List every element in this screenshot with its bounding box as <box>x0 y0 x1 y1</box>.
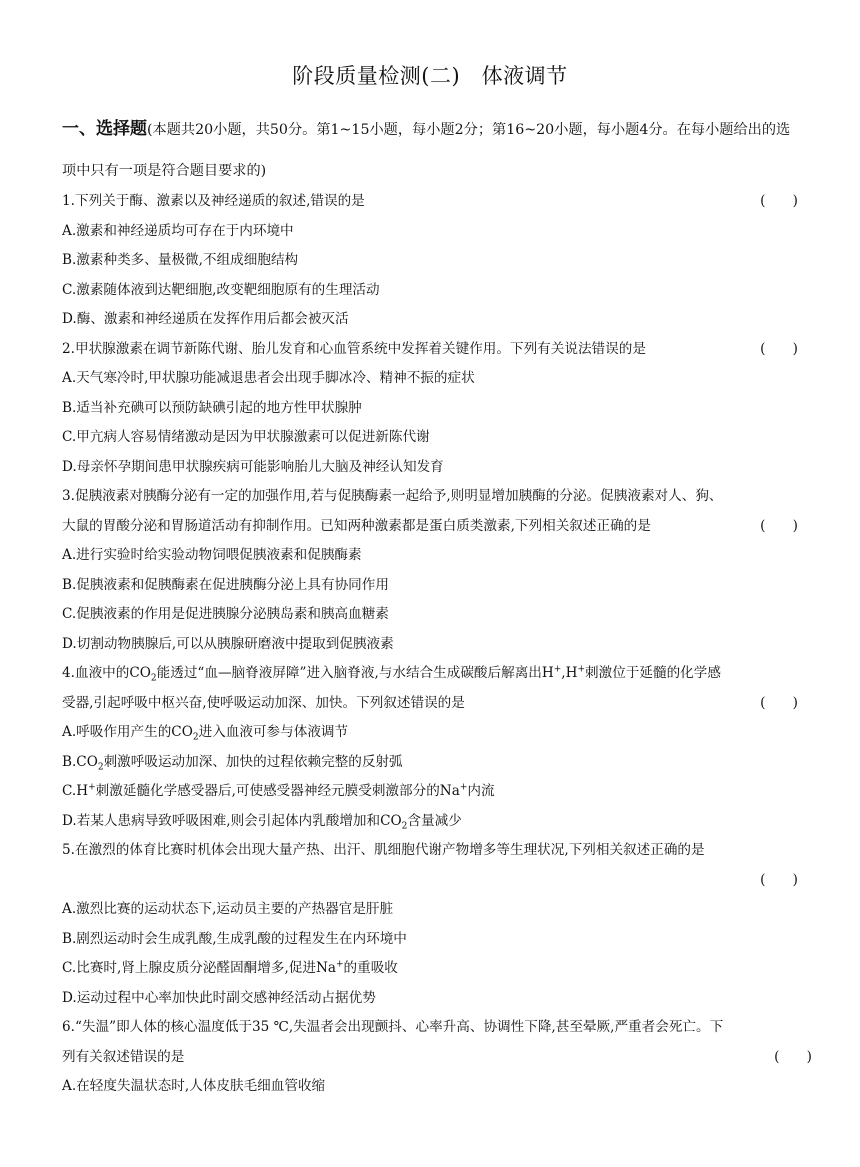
question-5-option-b: B.剧烈运动时会生成乳酸,生成乳酸的过程发生在内环境中 <box>62 930 407 947</box>
question-3-option-a: A.进行实验时给实验动物饲喂促胰液素和促胰酶素 <box>62 547 362 563</box>
question-2-option-d: D.母亲怀孕期间患甲状腺疾病可能影响胎儿大脑及神经认知发育 <box>62 458 444 475</box>
question-3-option-b: B.促胰液素和促胰酶素在促进胰酶分泌上具有协同作用 <box>62 576 389 593</box>
question-5-option-d: D.运动过程中心率加快此时副交感神经活动占据优势 <box>62 989 376 1006</box>
question-3-option-c: C.促胰液素的作用是促进胰腺分泌胰岛素和胰高血糖素 <box>62 606 389 622</box>
question-4-option-b: $B.CO_2$刺激呼吸运动加深、加快的过程依赖完整的反射弧 <box>62 753 403 773</box>
answer-blank: ( ) <box>760 193 798 209</box>
question-5-option-a: A.激烈比赛的运动状态下,运动员主要的产热器官是肝脏 <box>62 901 394 917</box>
question-6-stem-line2: 列有关叙述错误的是 ( ) <box>62 1043 800 1073</box>
question-2-option-a: A.天气寒冷时,甲状腺功能减退患者会出现手脚冰冷、精神不振的症状 <box>62 370 475 386</box>
question-2-option-c: C.甲亢病人容易情绪激动是因为甲状腺激素可以促进新陈代谢 <box>62 429 430 445</box>
question-1-option-a: A.激素和神经递质均可存在于内环境中 <box>62 222 294 239</box>
question-1-option-b: B.激素种类多、量极微,不组成细胞结构 <box>62 252 299 268</box>
section-head: 一、选择题 <box>62 119 147 139</box>
question-5-option-c: C.比赛时,肾上腺皮质分泌醛固酮增多,促进Na+的重吸收 <box>62 959 398 976</box>
answer-blank: ( ) <box>774 1048 812 1065</box>
section-note: (本题共20小题，共50分。第1~15小题，每小题2分；第16~20小题，每小题4分。在每小题给出的选项中只有一项是符合题目要求的) <box>62 122 791 179</box>
question-3-option-d: D.切割动物胰腺后,可以从胰腺研磨液中提取到促胰液素 <box>62 635 394 652</box>
answer-blank: ( ) <box>760 694 798 711</box>
question-4-option-d: D.若某人患病导致呼吸困难,则会引起体内乳酸增加和$CO_2$含量减少 <box>62 812 462 832</box>
question-1-option-c: C.激素随体液到达靶细胞,改变靶细胞原有的生理活动 <box>62 281 380 298</box>
question-6-stem-line1: 6.“失温”即人体的核心温度低于35 ℃,失温者会出现颤抖、心率升高、协调性下降,甚至晕厥,严重者会死亡。下 <box>62 1019 724 1035</box>
question-3-stem-line1: 3.促胰液素对胰酶分泌有一定的加强作用,若与促胰酶素一起给予,则明显增加胰酶的分泌。促胰液素对人、狗、 <box>62 488 723 504</box>
question-4-stem-line1: 4.血液中的$CO_2$能透过“血—脑脊液屏障”进入脑脊液,与水结合生成碳酸后解离出H+,H+刺激位于延髓的化学感 <box>62 664 721 684</box>
answer-blank: ( ) <box>760 340 798 357</box>
question-1-option-d: D.酶、激素和神经递质在发挥作用后都会被灭活 <box>62 311 349 327</box>
question-4-option-c: C.H+刺激延髓化学感受器后,可使感受器神经元膜受刺激部分的Na+内流 <box>62 782 495 799</box>
question-2-stem: 2.甲状腺激素在调节新陈代谢、胎儿发育和心血管系统中发挥着关键作用。下列有关说法错误的是 ( ) <box>62 335 800 365</box>
answer-blank: ( ) <box>760 517 798 534</box>
question-6-option-a: A.在轻度失温状态时,人体皮肤毛细血管收缩 <box>62 1078 326 1094</box>
page-title: 阶段质量检测(二) 体液调节 <box>292 64 568 88</box>
question-4-option-a: A.呼吸作用产生的$CO_2$进入血液可参与体液调节 <box>62 724 349 743</box>
question-5-answer-line <box>62 866 800 896</box>
answer-blank: ( ) <box>760 871 798 888</box>
question-5-stem: 5.在激烈的体育比赛时机体会出现大量产热、出汗、肌细胞代谢产物增多等生理状况,下列相关叙述正确的是 <box>62 842 705 858</box>
question-3-stem-line2: 大鼠的胃酸分泌和胃肠道活动有抑制作用。已知两种激素都是蛋白质类激素,下列相关叙述正确的是 ( ) <box>62 512 800 542</box>
question-1-stem: 1.下列关于酶、激素以及神经递质的叙述,错误的是 ( ) <box>62 187 800 217</box>
section-header <box>62 109 802 192</box>
question-4-stem-line2: 受器,引起呼吸中枢兴奋,使呼吸运动加深、加快。下列叙述错误的是 ( ) <box>62 689 800 719</box>
question-2-option-b: B.适当补充碘可以预防缺碘引起的地方性甲状腺肿 <box>62 399 362 416</box>
